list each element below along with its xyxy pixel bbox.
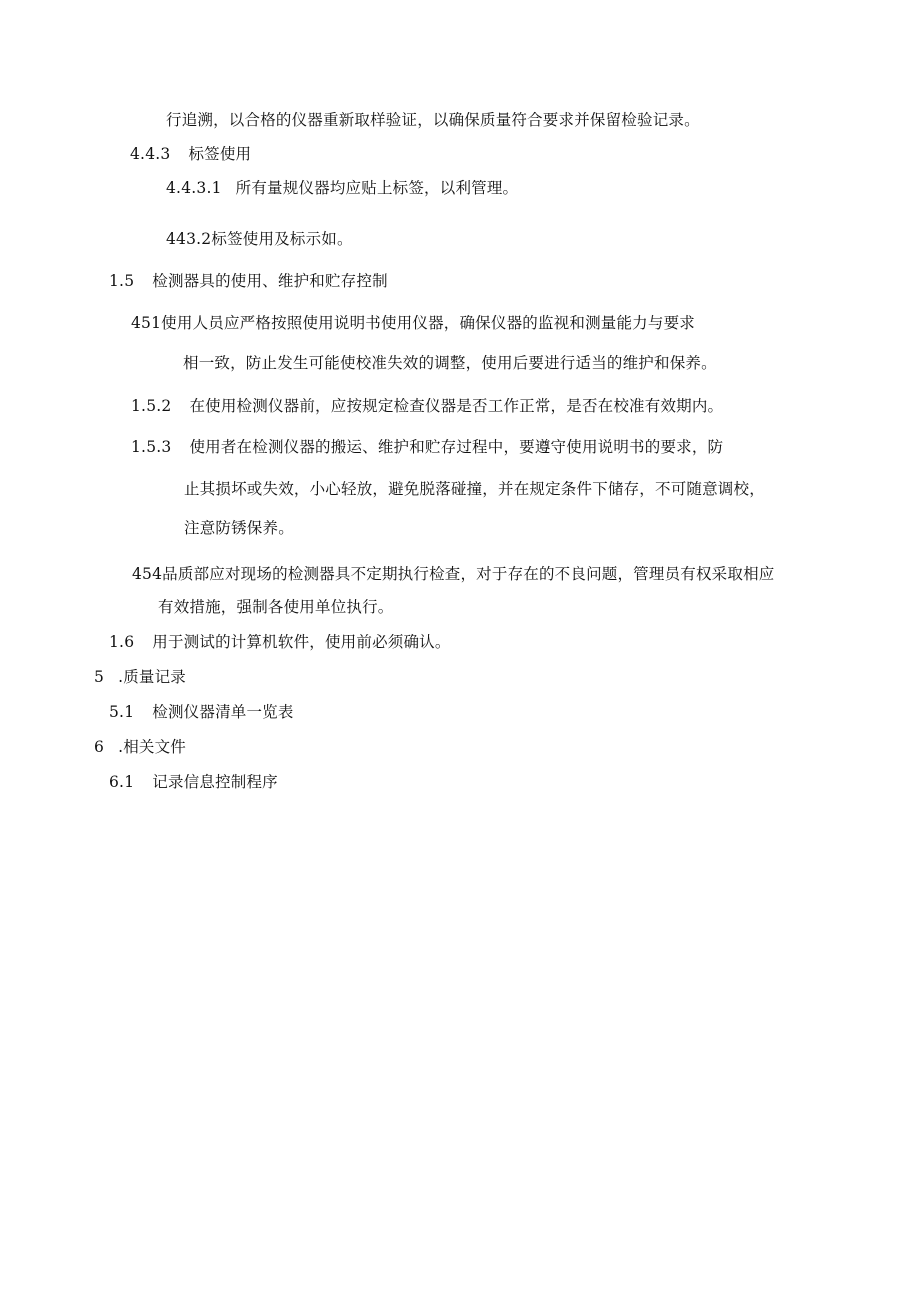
- clause-443-2: [166, 229, 353, 249]
- line-text: 止其损坏或失效，小心轻放，避免脱落碰撞，并在规定条件下储存，不可随意调校，: [184, 480, 765, 498]
- chapter-title: .质量记录: [118, 668, 186, 686]
- clause-number: 1.5.3: [131, 438, 172, 456]
- chapter-title: .相关文件: [118, 738, 186, 756]
- section-title: 用于测试的计算机软件，使用前必须确认。: [152, 633, 451, 651]
- chapter-heading-6: [94, 737, 186, 757]
- section-number: 1.5: [109, 272, 135, 290]
- clause-text: 451使用人员应严格按照使用说明书使用仪器，确保仪器的监视和测量能力与要求: [131, 314, 695, 332]
- text-line: [183, 353, 717, 373]
- text-line: [184, 518, 294, 538]
- section-heading-5-1: [109, 702, 294, 722]
- section-heading-6-1: [109, 772, 278, 792]
- section-heading-1-6: [109, 632, 451, 652]
- section-title: 检测仪器清单一览表: [152, 703, 294, 721]
- section-number: 5.1: [109, 703, 135, 721]
- clause-451: [131, 313, 695, 333]
- clause-text: 454品质部应对现场的检测器具不定期执行检查，对于存在的不良问题，管理员有权采取相应: [132, 565, 775, 583]
- line-text: 相一致，防止发生可能使校准失效的调整，使用后要进行适当的维护和保养。: [183, 354, 717, 372]
- section-title: 标签使用: [188, 145, 252, 163]
- chapter-number: 6: [94, 738, 105, 756]
- line-text: 行追溯，以合格的仪器重新取样验证，以确保质量符合要求并保留检验记录。: [166, 111, 700, 129]
- clause-number: 4.4.3.1: [166, 179, 222, 197]
- chapter-heading-5: [94, 667, 186, 687]
- section-heading-4-4-3: [130, 144, 251, 164]
- section-number: 1.6: [109, 633, 135, 651]
- clause-text: 在使用检测仪器前，应按规定检查仪器是否工作正常，是否在校准有效期内。: [189, 397, 724, 415]
- clause-4-4-3-1: [166, 178, 518, 198]
- line-text: 注意防锈保养。: [184, 519, 294, 537]
- clause-1-5-3: [131, 437, 723, 457]
- clause-1-5-2: [131, 396, 723, 416]
- clause-text: 443.2标签使用及标示如。: [166, 230, 353, 248]
- line-text: 有效措施，强制各使用单位执行。: [158, 598, 394, 616]
- section-heading-1-5: [109, 271, 388, 291]
- section-number: 4.4.3: [130, 145, 171, 163]
- text-line: [158, 597, 394, 617]
- clause-number: 1.5.2: [131, 397, 172, 415]
- section-number: 6.1: [109, 773, 135, 791]
- text-line: [184, 479, 765, 499]
- section-title: 记录信息控制程序: [152, 773, 278, 791]
- text-line: [166, 110, 700, 130]
- clause-text: 所有量规仪器均应贴上标签，以利管理。: [235, 179, 519, 197]
- clause-text: 使用者在检测仪器的搬运、维护和贮存过程中，要遵守使用说明书的要求，防: [189, 438, 724, 456]
- clause-454: [132, 564, 775, 584]
- section-title: 检测器具的使用、维护和贮存控制: [152, 272, 388, 290]
- chapter-number: 5: [94, 668, 105, 686]
